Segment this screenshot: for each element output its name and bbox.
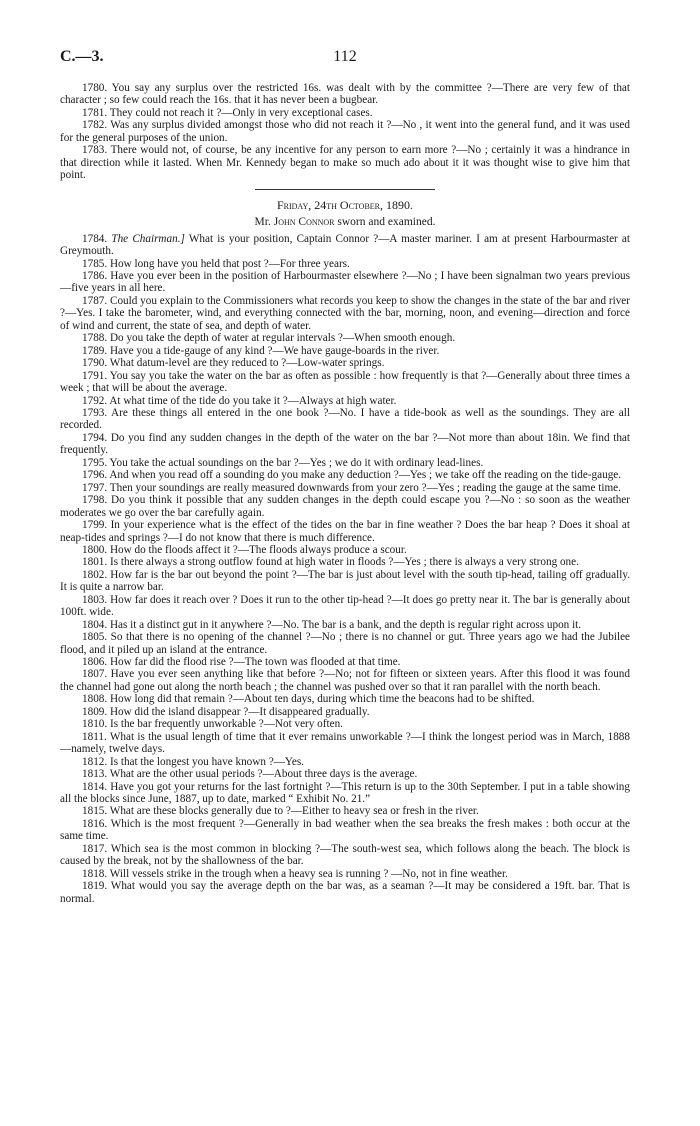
question-paragraph: 1782. Was any surplus divided amongst those who did not reach it ?—No , it went into the general fund, and it was used for the general purposes of the union. — [60, 119, 630, 144]
question-paragraph: 1815. What are these blocks generally due to ?—Either to heavy sea or fresh in the river. — [82, 805, 479, 818]
question-paragraph: 1796. And when you read off a sounding do you make any deduction ?—Yes ; we take off the reading on the tide-gauge. — [82, 469, 622, 482]
question-paragraph: 1793. Are these things all entered in the one book ?—No. I have a tide-book as well as the soundings. They are all recorded. — [60, 406, 630, 432]
question-paragraph: 1817. Which sea is the most common in blocking ?—The south-west sea, which follows along the beach. The block is caused by the break, not by the shallowness of the bar. — [60, 842, 630, 868]
witness-prefix: Mr. — [254, 215, 271, 228]
question-paragraph — [60, 233, 630, 258]
question-paragraph: 1786. Have you ever been in the position of Harbourmaster elsewhere ?—No ; I have been signalman two years previous—five years in all here. — [60, 269, 630, 295]
question-paragraph: 1806. How far did the flood rise ?—The town was flooded at that time. — [82, 656, 401, 669]
question-paragraph: 1794. Do you find any sudden changes in the depth of the water on the bar ?—Not more than about 18in. We find that frequently. — [60, 431, 630, 457]
question-paragraph: 1783. There would not, of course, be any incentive for any person to earn more ?—No ; certainly it was a hindrance in that direction while it lasted. When Mr. Kennedy began to make so much ado about it it was thought wise to give him that point. — [60, 144, 630, 182]
witness-line — [60, 216, 630, 229]
question-paragraph: 1795. You take the actual soundings on the bar ?—Yes ; we do it with ordinary lead-lines. — [82, 456, 484, 469]
question-number: 1784. — [82, 232, 108, 245]
question-text: What is your position, Captain Connor ?—A master mariner. I am at present Harbourmaster at Greymouth. — [60, 232, 631, 258]
question-paragraph: 1804. Has it a distinct gut in it anywhere ?—No. The bar is a bank, and the depth is regular right across upon it. — [82, 618, 582, 631]
question-paragraph: 1803. How far does it reach over ? Does it run to the other tip-head ?—It does go pretty near it. The bar is generally about 100ft. wide. — [60, 593, 630, 619]
intro-questions — [60, 82, 630, 182]
question-paragraph: 1805. So that there is no opening of the channel ?—No ; there is no channel or gut. Three years ago we had the Jubilee flood, and it piled up an island at the entrance. — [60, 631, 630, 656]
question-paragraph: 1808. How long did that remain ?—About ten days, during which time the beacons had to be shifted. — [82, 693, 535, 706]
question-paragraph: 1818. Will vessels strike in the trough when a heavy sea is running ? —No, not in fine weather. — [82, 867, 508, 880]
question-paragraph: 1788. Do you take the depth of water at regular intervals ?—When smooth enough. — [82, 332, 456, 345]
question-paragraph: 1809. How did the island disappear ?—It disappeared gradually. — [82, 705, 370, 718]
question-paragraph: 1792. At what time of the tide do you take it ?—Always at high water. — [82, 394, 397, 407]
question-paragraph: 1798. Do you think it possible that any sudden changes in the depth could escape you ?—No : so soon as the weather moderates we go over the bar carefully again. — [60, 494, 630, 519]
question-paragraph: 1785. How long have you held that post ?—For three years. — [82, 257, 350, 270]
page-header — [60, 48, 630, 70]
question-paragraph: 1791. You say you take the water on the bar as often as possible : how frequently is that ?—Generally about three times a week ; that will be about the average. — [60, 369, 630, 395]
question-paragraph: 1802. How far is the bar out beyond the point ?—The bar is just about level with the south tip-head, tailing off gradually. It is quite a narrow bar. — [60, 568, 630, 594]
question-paragraph: 1813. What are the other usual periods ?—About three days is the average. — [82, 768, 418, 781]
question-paragraph: 1800. How do the floods affect it ?—The floods always produce a scour. — [82, 543, 407, 556]
question-paragraph: 1807. Have you ever seen anything like that before ?—No; not for fifteen or sixteen years. After this flood it was found the channel had gone out along the north beach ; the channel was pushed over so that it ran parallel with the north beach. — [60, 668, 630, 693]
question-paragraph: 1814. Have you got your returns for the last fortnight ?—This return is up to the 30th September. I put in a table showing all the blocks since June, 1887, up to date, marked “ Exhibit No. 21.” — [60, 780, 630, 806]
question-paragraph: 1812. Is that the longest you have known ?—Yes. — [82, 755, 304, 768]
question-paragraph: 1790. What datum-level are they reduced to ?—Low-water springs. — [82, 357, 385, 370]
witness-suffix: sworn and examined. — [337, 215, 436, 228]
question-paragraph: 1816. Which is the most frequent ?—Generally in bad weather when the sea breaks the fresh makes : both occur at the same time. — [60, 817, 630, 843]
witness-name: John Connor — [273, 215, 335, 228]
question-paragraph: 1811. What is the usual length of time that it ever remains unworkable ?—I think the longest period was in March, 1888—namely, twelve days. — [60, 730, 630, 756]
question-paragraph: 1801. Is there always a strong outflow found at high water in floods ?—Yes ; there is always a very strong one. — [82, 556, 579, 569]
section-divider — [255, 189, 435, 190]
question-paragraph: 1787. Could you explain to the Commissioners what records you keep to show the changes in the state of the bar and river ?—Yes. I take the barometer, wind, and everything connected with the bar, morning, noon, and evening—direction and force of wind and current, the state of sea, and depth of water. — [60, 294, 630, 332]
question-paragraph: 1780. You say any surplus over the restricted 16s. was dealt with by the committee ?—There are very few of that character ; so few could reach the 16s. that it has never been a bugbear. — [60, 82, 630, 107]
page-number: 112 — [333, 48, 357, 65]
question-paragraph: 1799. In your experience what is the effect of the tides on the bar in fine weather ? Does the bar heap ? Does it shoal at neap-tides and springs ?—I do not know that there is much difference. — [60, 519, 630, 544]
speaker-label: The Chairman.] — [111, 232, 185, 245]
question-paragraph: 1810. Is the bar frequently unworkable ?—Not very often. — [82, 718, 343, 731]
document-page — [60, 48, 630, 905]
session-date: Friday, 24th October, 1890. — [276, 197, 413, 212]
series-label: C.—3. — [60, 48, 104, 65]
question-paragraph: 1781. They could not reach it ?—Only in very exceptional cases. — [82, 106, 373, 119]
evidence-questions — [60, 258, 630, 906]
question-paragraph: 1789. Have you a tide-gauge of any kind ?—We have gauge-boards in the river. — [82, 344, 440, 357]
question-paragraph: 1797. Then your soundings are really measured downwards from your zero ?—Yes ; reading the gauge at the same time. — [82, 481, 621, 494]
question-paragraph: 1819. What would you say the average depth on the bar was, as a seaman ?—It may be considered a 19ft. bar. That is normal. — [60, 880, 630, 905]
